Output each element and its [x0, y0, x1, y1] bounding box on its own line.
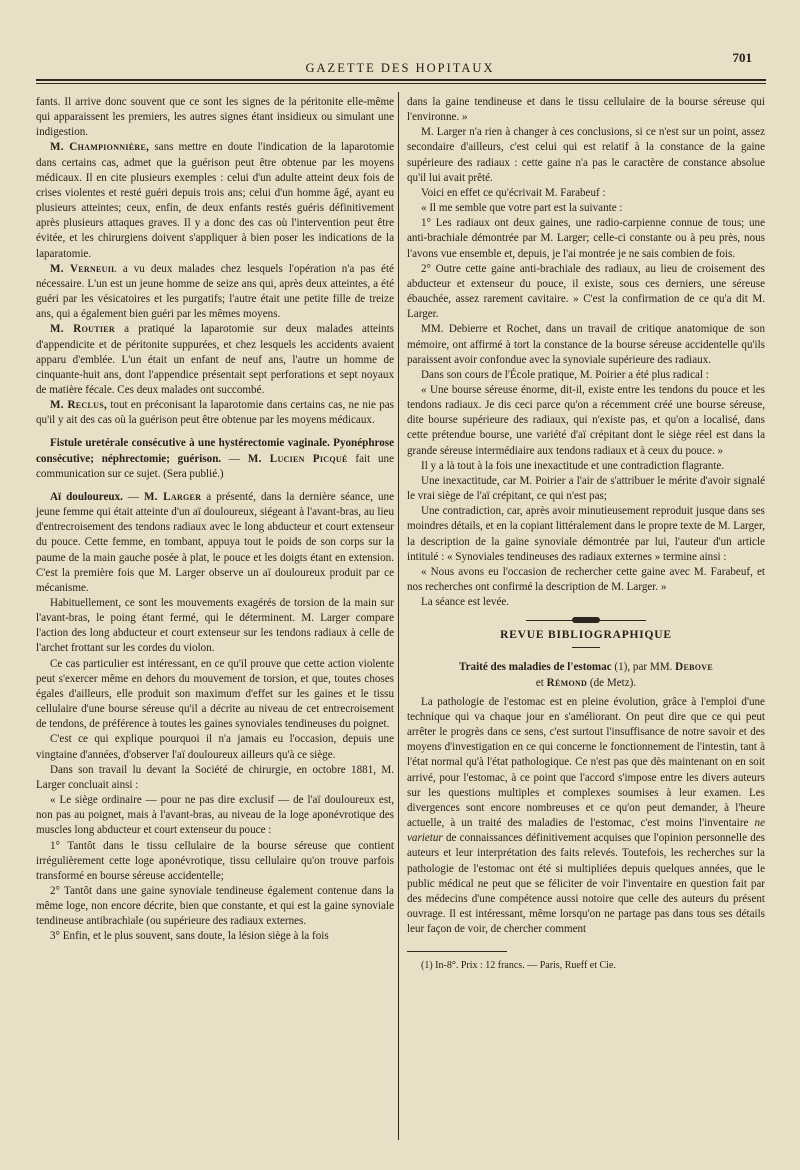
heading-title: Aï douloureux. — [50, 490, 123, 503]
footnote: (1) In-8°. Prix : 12 francs. — Paris, Rueff et Cie. — [421, 960, 616, 972]
paragraph: Habituellement, ce sont les mouvements exagérés de torsion de la main sur l'avant-bras, le poing étant fermé, qui le déterminent. M. Larger compare l'action des long abducteur et court extenseur sur les tendons radiaux à celle de l'archet frottant sur les cordes du violon. — [36, 597, 394, 655]
paragraph: dans la gaine tendineuse et dans le tissu cellulaire de la bourse séreuse qui l'environne. » — [407, 96, 765, 124]
paragraph-text: sans mettre en doute l'indication de la laparotomie dans certains cas, admet que la guérison peut être obtenue par les moyens médicaux. Il en cite plusieurs exemples : celui d'un adulte atteint deux fois de crises violentes et resté guéri depuis trois ans; celui d'un homme âgé, ayant eu plusieurs atteintes; ceux, enfin, de deux enfants restés guéris définitivement après plusieurs attaques graves. Il y a donc des cas où l'intervention peut être évitée, et les chirurgiens doivent s'appliquer à bien poser les indications de la laparatomie. — [36, 141, 394, 260]
quote-paragraph: « Une bourse séreuse énorme, dit-il, existe entre les tendons du pouce et les tendons radiaux. Je dis ceci parce qu'on a récemment créé une bourse séreuse, dite bourse supérieure des radiaux, qui n'existe pas, et qu'on a localisé, dans cette prétendue bourse, une variété d'aï crépitant dont le siège réel est dans la grande séreuse intermédiaire aux tendons radiaux et à ceux du pouce. » — [407, 383, 765, 457]
paragraph — [407, 695, 765, 938]
italic-phrase: ne varietur — [407, 817, 765, 845]
ornament-dot — [572, 617, 600, 623]
footnote-rule — [407, 951, 507, 952]
paragraph — [36, 322, 394, 398]
paragraph-text: fait une communication sur ce sujet. (Sera publié.) — [36, 452, 394, 480]
header-rule-thin — [36, 83, 766, 84]
paragraph-text: La pathologie de l'estomac est en pleine évolution, grâce à l'emploi d'une technique qui va chaque jour en s'améliorant. On peut dire que ce qui peut arrêter le progrès dans ce sens, c'est surtout l'insuffisance de notre savoir et des moyens d'investigation en ce qui concerne le fonctionnement de l'intestin, tant à l'état normal qu'à l'état pathologique. Ce n'est pas que dès maintenant on en soit arrivé, pour l'estomac, à ce point que l'accord s'impose entre les divers auteurs sur les questions multiples et complexes soumises à leur examen. Les divergences sont encore nombreuses et ce qu'on peut demander, à l'heure actuelle, à un traité des maladies de l'estomac, c'est moins l'inventaire — [407, 695, 765, 830]
section-ornament — [407, 617, 765, 623]
book-title-text: Traité des maladies de l'estomac — [459, 661, 612, 674]
page-number: 701 — [732, 50, 752, 65]
quote-paragraph: 2° Outre cette gaine anti-brachiale des radiaux, au lieu de croisement des abducteur et extenseur du pouce, il existe, sous ces derniers, une séreuse ébauchée, assez rarement cavitaire. » C'est la confirmation de ce qu'a dit M. Larger. — [407, 262, 765, 321]
journal-title: GAZETTE DES HOPITAUX — [305, 61, 495, 75]
paragraph-text: tout en préconisant la laparotomie dans certains cas, ne nie pas qu'il y ait des cas où la guérison peut être obtenue par les moyens médicaux. — [36, 399, 394, 427]
paragraph: Voici en effet ce qu'écrivait M. Farabeuf : — [421, 186, 606, 199]
paragraph: La séance est levée. — [421, 596, 510, 609]
paragraph-text: a présenté, dans la dernière séance, une jeune femme qui était atteinte d'un aï douloureux, siégeant à l'avant-bras, au lieu d'entrecroisement des tendons radiaux avec le long abducteur et court extenseur du pouce. Cette femme, en tombant, appuya tout le poids de son corps sur la paume de la main gauche posée à plat, le pouce et les doigts étant en extension. C'est la première fois que M. Larger observe un aï douloureux produit par ce mécanisme. — [36, 490, 394, 594]
paragraph: C'est ce qui explique pourquoi il n'a jamais eu l'occasion, depuis une vingtaine d'années, d'observer l'aï douloureux ailleurs qu'à ce siège. — [36, 733, 394, 761]
right-column — [407, 95, 765, 973]
quote-paragraph: 1° Tantôt dans le tissu cellulaire de la bourse séreuse que contient irrégulièrement cette loge aponévrotique, tissu cellulaire qu'on trouve parfois transformé en bourse séreuse accidentelle; — [36, 839, 394, 882]
paragraph — [36, 398, 394, 428]
paragraph: Une inexactitude, car M. Poirier a l'air de s'attribuer le mérite d'avoir signalé le vrai siège de l'aï crépitant, ce qui n'est pas; — [407, 474, 765, 503]
left-column — [36, 95, 394, 945]
section-heading — [36, 436, 394, 481]
dash: — — [221, 452, 248, 465]
paragraph: Une contradiction, car, après avoir minutieusement reproduit jusque dans ses moindres détails, et en la copiant littéralement dans le propre texte de M. Larger, la description de la gaine synoviale démontrée par lui, l'auteur d'un article intitulé : « Synoviales tendineuses des radiaux externes » termine ainsi : — [407, 505, 765, 563]
author-join: et — [535, 676, 547, 689]
quote-paragraph: « Le siège ordinaire — pour ne pas dire exclusif — de l'aï douloureux est, non pas au poignet, mais à l'avant-bras, au niveau de la loge aponévrotique des muscles long abducteur et court extenseur du pouce : — [36, 794, 394, 837]
section-title: REVUE BIBLIOGRAPHIQUE — [500, 629, 672, 642]
paragraph: M. Larger n'a rien à changer à ces conclusions, si ce n'est sur un point, assez secondaire d'ailleurs, c'est celui qui est relatif à la constance de la gaine supérieure des radiaux : cette gaine n'a pas le caractère de constance absolue qu'il lui avait prêté. — [407, 126, 765, 184]
speaker-name: M. Reclus, — [50, 399, 108, 412]
section-heading — [36, 490, 394, 596]
quote-paragraph: « Nous avons eu l'occasion de rechercher cette gaine avec M. Farabeuf, et nos recherches ont confirmé la description de M. Larger. » — [407, 565, 765, 593]
book-title-note: (1), par MM. — [611, 661, 676, 674]
quote-paragraph: « Il me semble que votre part est la suivante : — [421, 202, 623, 215]
paragraph-text: a vu deux malades chez lesquels l'opération n'a pas été nécessaire. L'un est un jeune homme de seize ans qui, après deux atteintes, a été guéri par les vésicatoires et les purgatifs; l'autre était une petite fille de treize ans, qui a également bien guéri par les mêmes moyens. — [36, 262, 394, 321]
author-name: Rémond — [546, 676, 588, 689]
column-divider — [398, 92, 399, 1140]
paragraph: Dans son travail lu devant la Société de chirurgie, en octobre 1881, M. Larger concluait ainsi : — [36, 763, 394, 791]
paragraph-text: de connaissances définitivement acquises que l'opinion personnelle des auteurs et leur interprétation des faits relevés. Toutefois, les recherches sur la pathologie de l'estomac ont été si multipliées depuis quelques années, que le public médical ne peut que se féliciter de voir l'inventaire en question fait par des médecins d'une compétence aussi notoire que celle des auteurs du présent ouvrage. Il est intéressant, même lorsqu'on ne partage pas dans tous ses détails leur façon de voir, de chercher comment — [407, 832, 765, 936]
speaker-name: M. Championnière, — [50, 141, 150, 154]
heading-title: Fistule uretérale consécutive à une hystérectomie vaginale. Pyonéphrose consécutive; néphrectomie; guérison. — [36, 437, 394, 465]
speaker-name: M. Verneuil — [50, 262, 117, 275]
paragraph: fants. Il arrive donc souvent que ce sont les signes de la péritonite elle-même qui apparaissent les premiers, les autres signes étant insidieux ou simulant une indigestion. — [36, 96, 394, 139]
paragraph: Dans son cours de l'École pratique, M. Poirier a été plus radical : — [421, 368, 709, 381]
header-rule — [36, 79, 766, 81]
paragraph-text: a pratiqué la laparotomie sur deux malades atteints d'appendicite et de péritonite suppurées, et chez lesquels les accidents avaient apparu d'emblée. L'un était un enfant de neuf ans, l'autre un homme de cinquante-huit ans, dont l'appendice présentait sept perforations et sept noyaux de matière fécale. Ces deux malades ont succombé. — [36, 323, 394, 396]
paragraph: MM. Debierre et Rochet, dans un travail de critique anatomique de son mémoire, ont affirmé à tort la constance de la bourse séreuse accidentelle qu'ils paraissent avoir confondue avec la synoviale supérieure des radiaux. — [407, 323, 765, 366]
paragraph — [36, 262, 394, 323]
paragraph — [36, 140, 394, 261]
paragraph: Il y a là tout à la fois une inexactitude et une contradiction flagrante. — [421, 459, 725, 472]
section-rule — [572, 647, 600, 648]
quote-paragraph: 2° Tantôt dans une gaine synoviale tendineuse également contenue dans la même loge, non encore décrite, bien que constante, et qui est la gaine synoviale tendineuse antibrachiale (ou supérieure des radiaux externes. — [36, 884, 394, 928]
speaker-name: M. Larger — [144, 490, 202, 503]
quote-paragraph: 1° Les radiaux ont deux gaines, une radio-carpienne connue de tous; une anti-brachiale démontrée par M. Larger; celle-ci constante ou à peu près, nous l'avons vue ensemble et, depuis, je l'ai montrée je ne sais combien de fois. — [407, 217, 765, 260]
author-name: Debove — [675, 661, 713, 674]
quote-paragraph: 3° Enfin, et le plus souvent, sans doute, la lésion siège à la fois — [50, 930, 329, 943]
dash: — — [122, 490, 145, 503]
author-place: (de Metz). — [587, 676, 637, 689]
speaker-name: M. Lucien Picqué — [247, 452, 348, 465]
speaker-name: M. Routier — [50, 323, 115, 336]
paragraph: Ce cas particulier est intéressant, en ce qu'il prouve que cette action violente peut s'exercer même en dehors du mouvement de torsion, et que, toutes choses égales d'ailleurs, elle produit son maximum d'effet sur les gaines et le tissu cellulaire d'une bourse séreuse qu'il a décrite au niveau de cet entrecroisement de tendons, de préférence à toutes les gaines synoviales tendineuses du poignet. — [36, 657, 394, 731]
book-title — [407, 660, 765, 690]
